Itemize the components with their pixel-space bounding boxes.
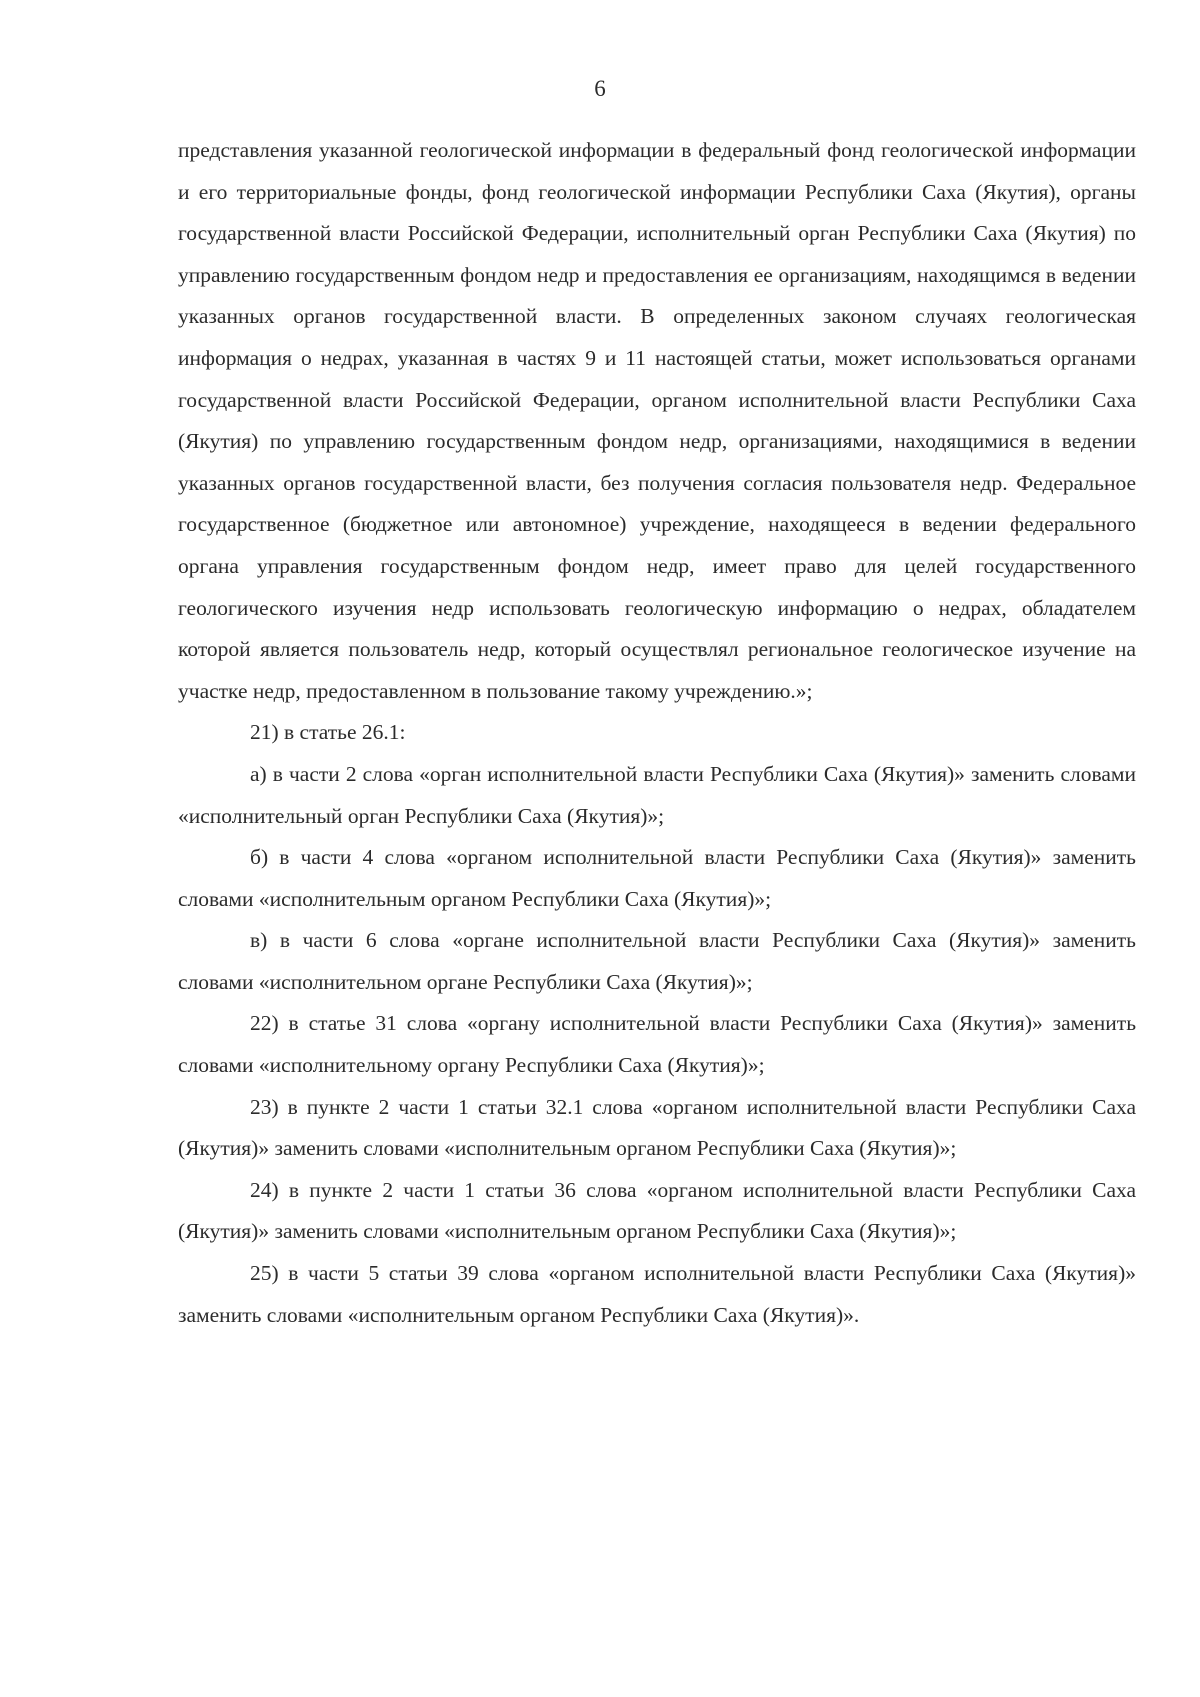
- paragraph-item-24: 24) в пункте 2 части 1 статьи 36 слова «органом исполнительной власти Республики Саха (Якутия)» заменить словами «исполнительным органом Республики Саха (Якутия)»;: [178, 1177, 1136, 1244]
- paragraph-item-21: 21) в статье 26.1:: [250, 720, 406, 745]
- paragraph-subitem-a: а) в части 2 слова «орган исполнительной власти Республики Саха (Якутия)» заменить словами «исполнительный орган Республики Саха (Якутия)»;: [178, 761, 1136, 828]
- page-number: 6: [594, 76, 606, 101]
- paragraph-item-22: 22) в статье 31 слова «органу исполнительной власти Республики Саха (Якутия)» заменить словами «исполнительному органу Республики Саха (Якутия)»;: [178, 1011, 1136, 1078]
- paragraph-subitem-v: в) в части 6 слова «органе исполнительной власти Республики Саха (Якутия)» заменить словами «исполнительном органе Республики Саха (Якутия)»;: [178, 928, 1136, 994]
- paragraph-item-23: 23) в пункте 2 части 1 статьи 32.1 слова «органом исполнительной власти Республики Саха (Якутия)» заменить словами «исполнительным органом Республики Саха (Якутия)»;: [178, 1094, 1136, 1161]
- paragraph-item-25: 25) в части 5 статьи 39 слова «органом исполнительной власти Республики Саха (Якутия)» заменить словами «исполнительным органом Республики Саха (Якутия)».: [178, 1261, 1136, 1327]
- document-body: [178, 130, 1136, 1336]
- paragraph-continuation: представления указанной геологической информации в федеральный фонд геологической информации и его территориальные фонды, фонд геологической информации Республики Саха (Якутия), органы государственной власти Российской Федерации, исполнительный орган Республики Саха (Якутия) по управлению государственным фондом недр и предоставления ее организациям, находящимся в ведении указанных органов государственной власти. В определенных законом случаях геологическая информация о недрах, указанная в частях 9 и 11 настоящей статьи, может использоваться органами государственной власти Российской Федерации, органом исполнительной власти Республики Саха (Якутия) по управлению государственным фондом недр, организациями, находящимися в ведении указанных органов государственной власти, без получения согласия пользователя недр. Федеральное государственное (бюджетное или автономное) учреждение, находящееся в ведении федерального органа управления государственным фондом недр, имеет право для целей государственного геологического изучения недр использовать геологическую информацию о недрах, обладателем которой является пользователь недр, который осуществлял региональное геологическое изучение на участке недр, предоставленном в пользование такому учреждению.»;: [178, 138, 1136, 703]
- paragraph-subitem-b: б) в части 4 слова «органом исполнительной власти Республики Саха (Якутия)» заменить словами «исполнительным органом Республики Саха (Якутия)»;: [178, 845, 1136, 911]
